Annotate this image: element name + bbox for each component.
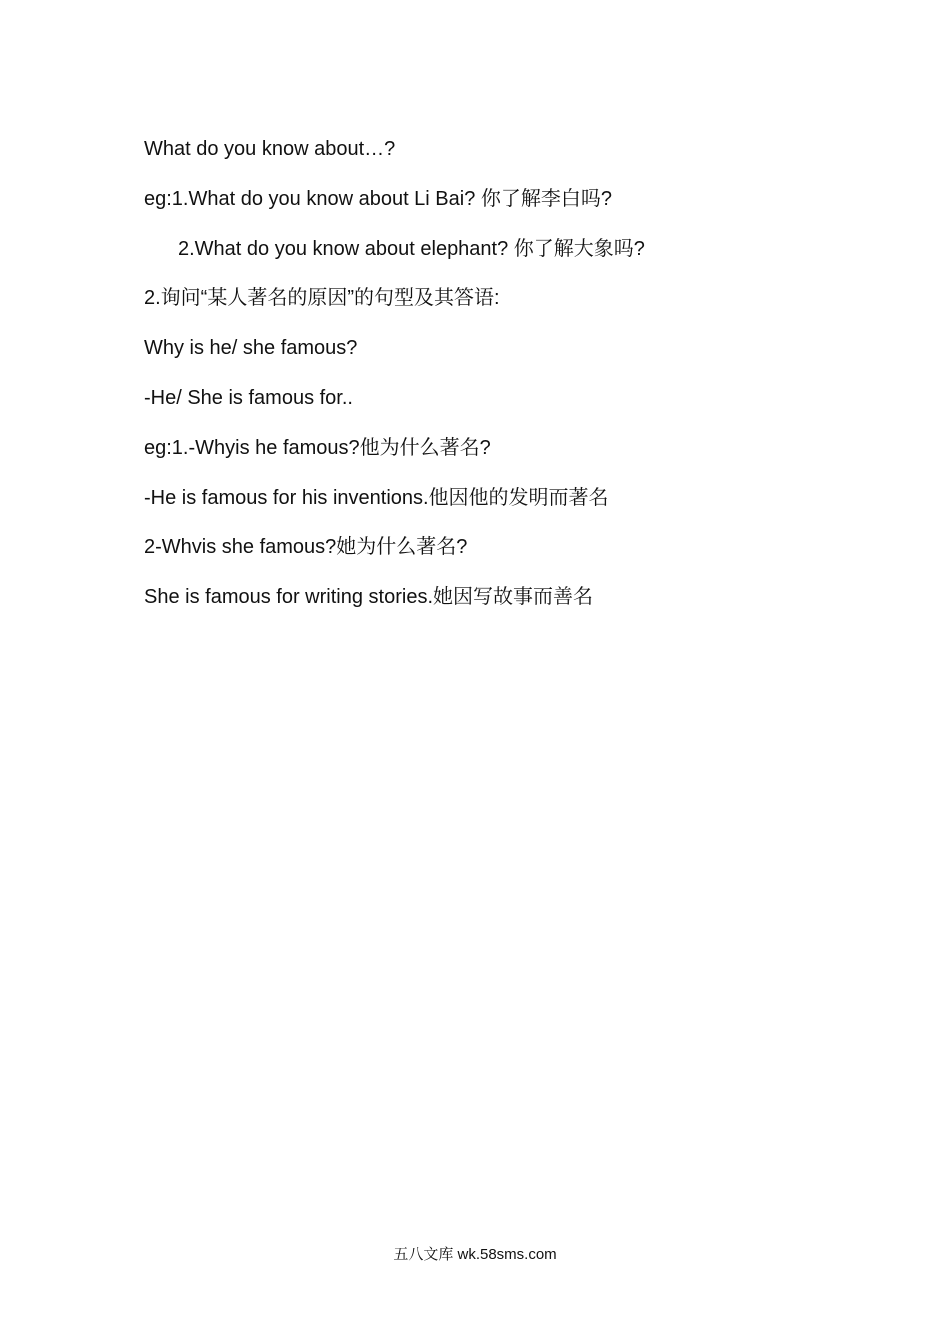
text-line-6: -He/ She is famous for.. [144, 386, 353, 409]
text-line-9: 2-Whvis she famous?她为什么著名? [144, 536, 468, 559]
text-line-7: eg:1.-Whyis he famous?他为什么著名? [144, 436, 491, 459]
text-line-3: 2.What do you know about elephant? 你了解大象吗? [178, 237, 645, 260]
text-line-5: Why is he/ she famous? [144, 337, 358, 360]
text-line-4: 2.询问“某人著名的原因”的句型及其答语: [144, 287, 500, 310]
text-line-2: eg:1.What do you know about Li Bai? 你了解李白吗? [144, 187, 613, 210]
text-line-1: What do you know about…? [144, 138, 396, 160]
document-body [144, 134, 844, 632]
page-footer: 五八文库 wk.58sms.com [393, 1246, 557, 1263]
text-line-10: She is famous for writing stories.她因写故事而善名 [144, 586, 593, 609]
text-line-8: -He is famous for his inventions.他因他的发明而著名 [144, 486, 609, 509]
